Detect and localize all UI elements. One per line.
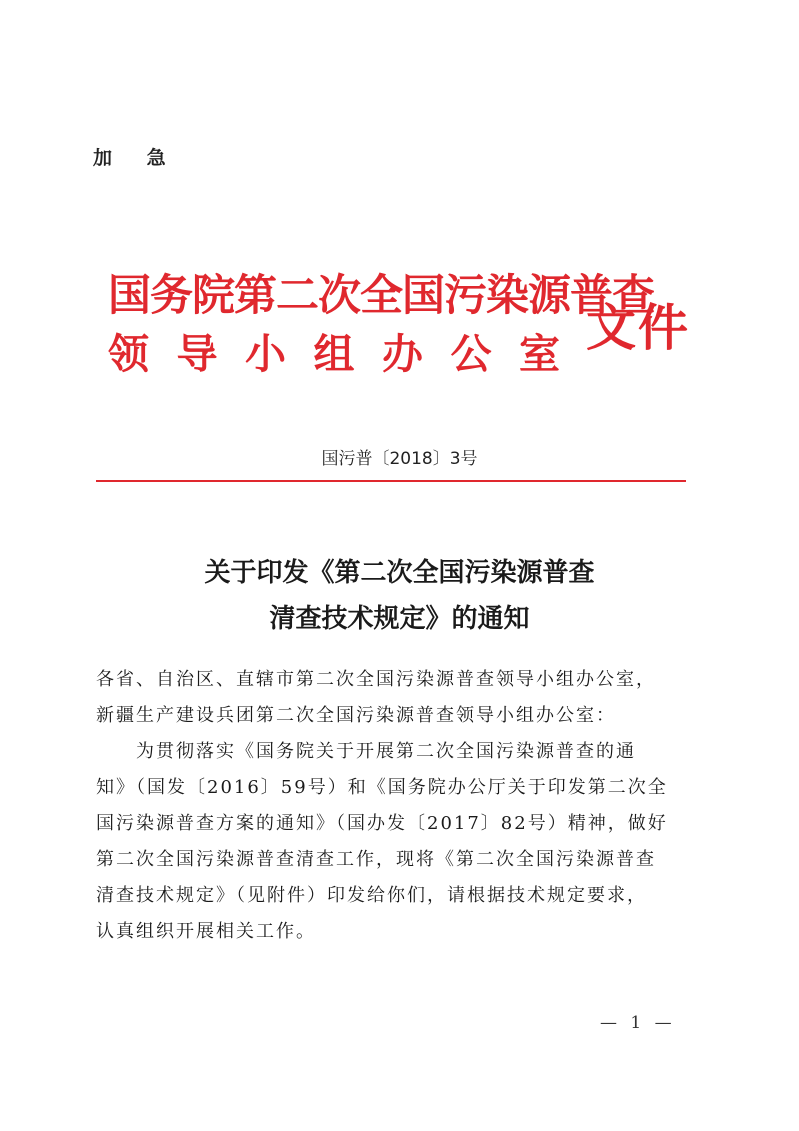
- issuer-char: 领: [108, 330, 149, 378]
- document-number: 国污普〔2018〕3号: [321, 449, 478, 469]
- red-divider-line: [96, 480, 686, 482]
- recipients-line: 各省、自治区、直辖市第二次全国污染源普查领导小组办公室，: [96, 669, 656, 690]
- paragraph-line: 第二次全国污染源普查清查工作，现将《第二次全国污染源普查: [96, 849, 656, 870]
- issuer-name-line2: [108, 330, 560, 378]
- paragraph-line: 清查技术规定》（见附件）印发给你们，请根据技术规定要求，: [96, 885, 647, 906]
- title-line2: 清查技术规定》的通知: [269, 604, 530, 634]
- issuer-char: 办: [382, 330, 423, 378]
- document-type-label: 文件: [586, 298, 690, 357]
- issuer-char: 组: [313, 330, 355, 378]
- recipients-line: 新疆生产建设兵团第二次全国污染源普查领导小组办公室：: [96, 705, 616, 726]
- paragraph-line: 知》（国发〔2016〕59号）和《国务院办公厅关于印发第二次全: [96, 777, 668, 798]
- issuer-char: 导: [176, 330, 218, 378]
- issuer-name-line1: 国务院第二次全国污染源普查: [108, 271, 654, 321]
- paragraph-line: 认真组织开展相关工作。: [96, 921, 316, 942]
- document-body: [96, 662, 696, 950]
- document-header: [108, 268, 688, 388]
- document-title: [0, 550, 799, 642]
- issuer-char: 室: [519, 330, 560, 378]
- page-number: — 1 —: [600, 1013, 676, 1033]
- urgency-label: 加 急: [93, 147, 180, 169]
- issuer-char: 公: [450, 330, 492, 378]
- paragraph-line: 国污染源普查方案的通知》（国办发〔2017〕82号）精神，做好: [96, 813, 668, 834]
- paragraph-line: 为贯彻落实《国务院关于开展第二次全国污染源普查的通: [136, 741, 636, 762]
- title-line1: 关于印发《第二次全国污染源普查: [204, 558, 595, 588]
- issuer-char: 小: [245, 330, 286, 378]
